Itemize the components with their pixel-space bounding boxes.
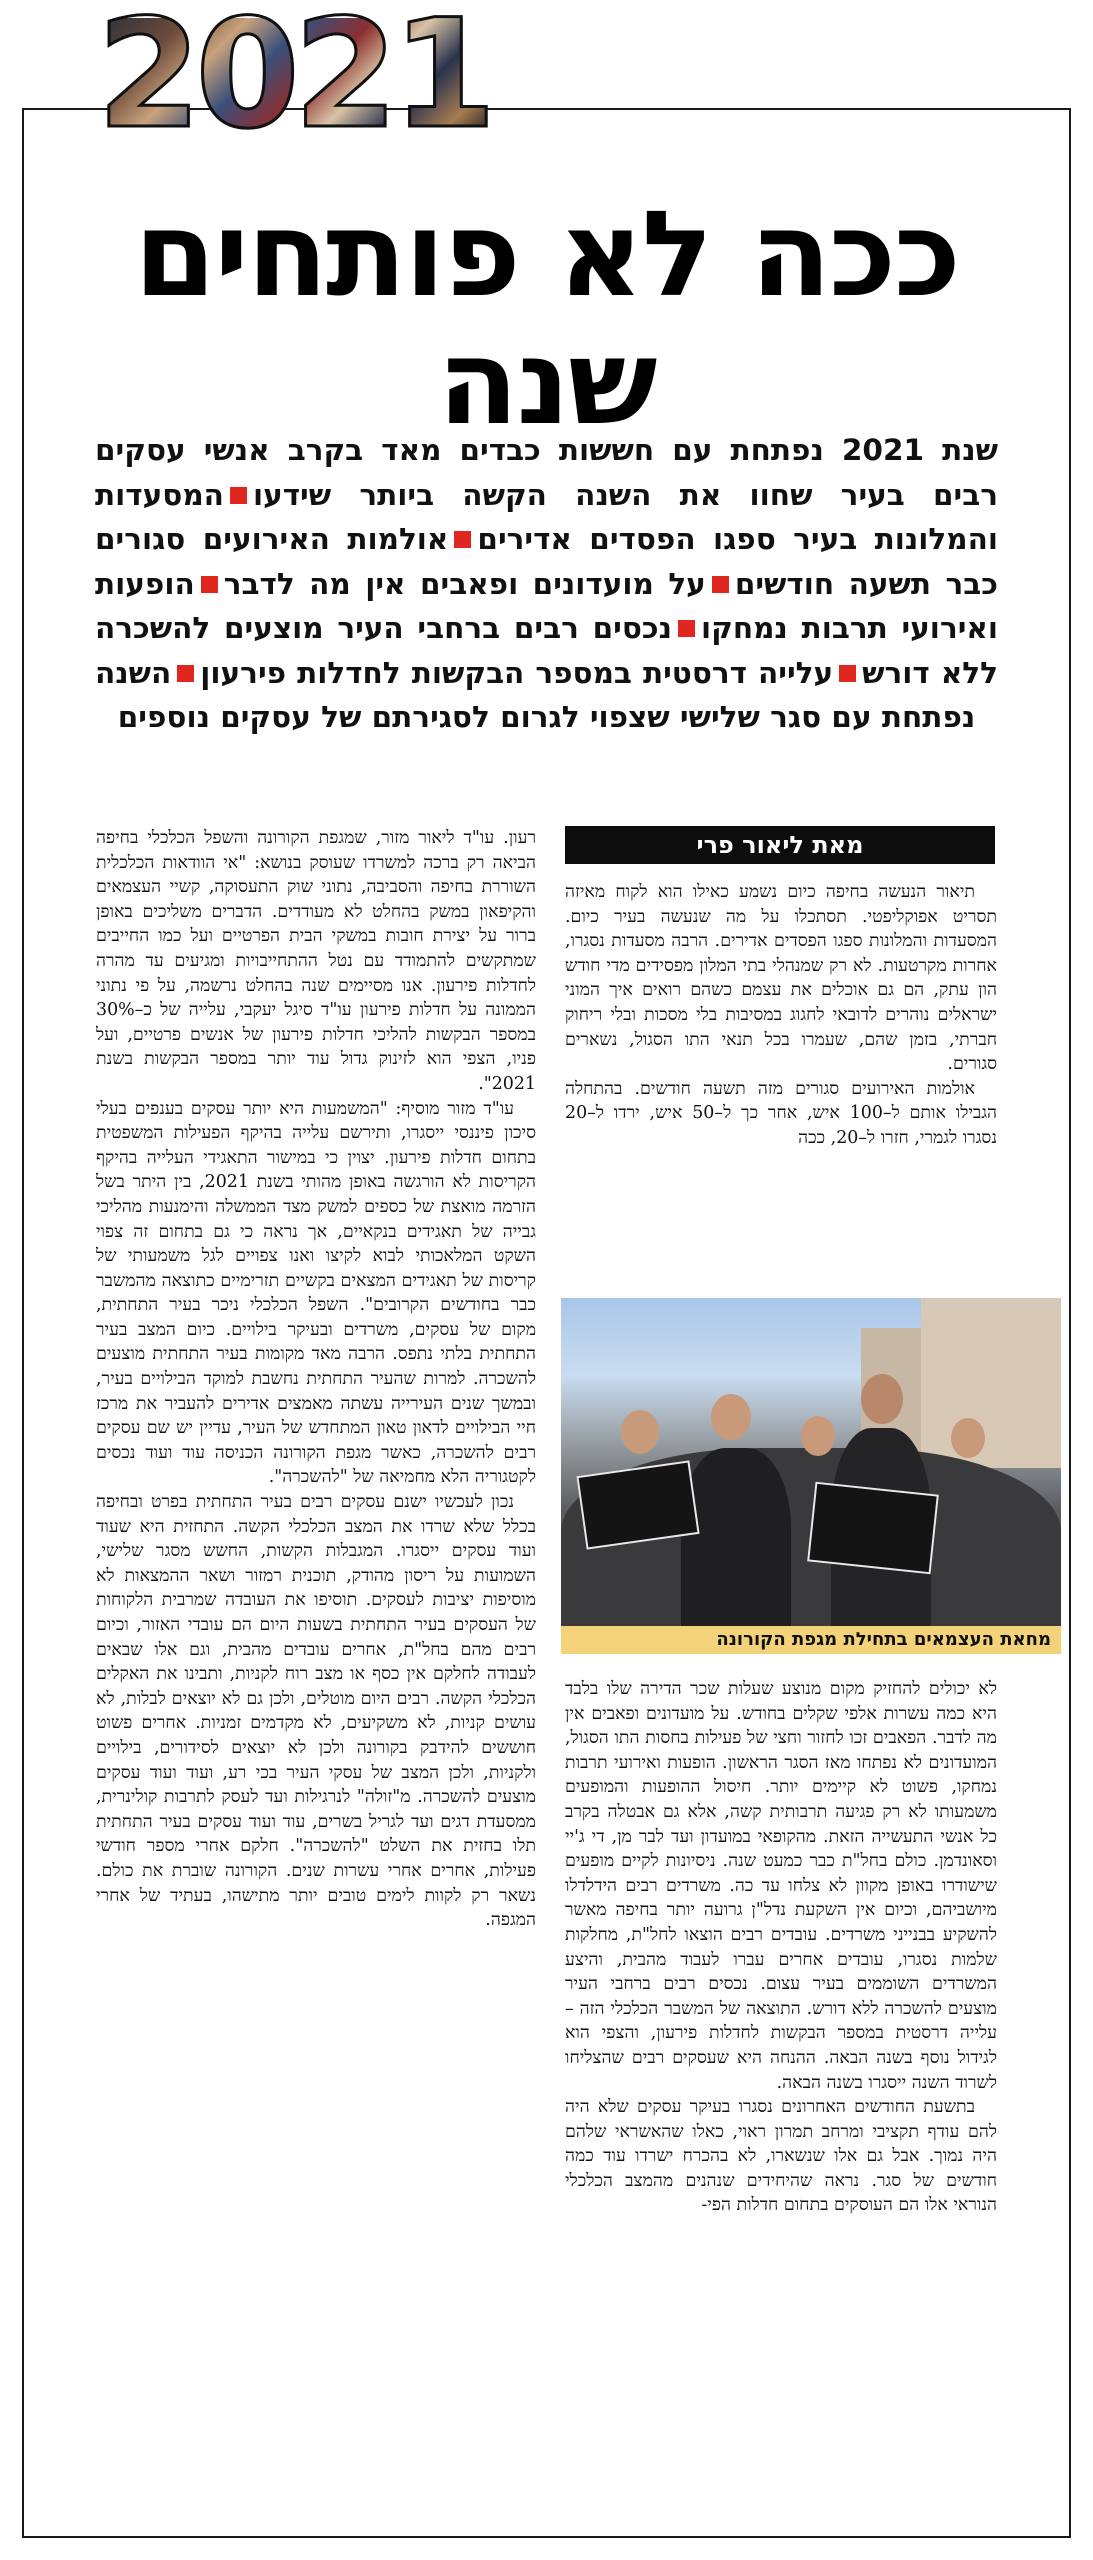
protest-photo <box>561 1298 1061 1650</box>
year-banner <box>95 0 492 162</box>
bullet-square-icon <box>201 576 218 593</box>
photo-person <box>861 1374 903 1424</box>
lead-segment: הופעות ואירועי תרבות נמחקו <box>95 566 998 645</box>
lead-paragraph <box>95 428 998 740</box>
byline: מאת ליאור פרי <box>565 826 995 864</box>
bullet-square-icon <box>454 531 471 548</box>
article-column-right-top <box>565 880 997 1250</box>
paragraph: לא יכולים להחזיק מקום מנוצע שעלות שכר הדירה שלו בלבד היא כמה עשרות אלפי שקלים בחודש. על מועדונים ופאבים אין מה לדבר. הפאבים זכו לחזור וחצי של פעילות בחסות התו הסגול, המועדונים לא נפתחו מאז הסגר הראשון. הופעות ואירועי תרבות נמחקו, פשוט לא קיימים יותר. חיסול ההופעות והמופעים משמעותו לא רק פגיעה תרבותית קשה, אלא גם אבטלה בקרב כל אנשי התעשייה הזאת. מהקופאי במועדון ועד לבר מן, די ג'יי וסאונדמן. כולם בחל"ת כבר כמעט שנה. ניסיונות לקיים מופעים שישודרו באופן מקוון לא צלחו עד כה. משרדים רבים הידלדלו מיושביהם, וכיום אין השקעת נדל"ן גרועה יותר בחיפה מאשר להשקיע בבנייני משרדים. עובדים רבים הוצאו לחל"ת, מחלקות שלמות נסגרו, עובדים אחרים עברו לעבוד מהבית, והיצע המשרדים השוממים בעיר עצום. נכסים רבים ברחבי העיר מוצעים להשכרה ללא דורש. התוצאה של המשבר הכלכלי הזה – עלייה דרסטית במספר הבקשות לחדלות פירעון, והצפי הוא לגידול נוסף בשנה הבאה. ההנחה היא שעסקים רבים שהצליחו לשרוד השנה ייסגרו בשנה הבאה. <box>565 1679 997 2093</box>
bullet-square-icon <box>230 487 247 504</box>
bullet-square-icon <box>839 665 856 682</box>
lead-segment: המסעדות והמלונות בעיר ספגו הפסדים אדירים <box>95 477 998 556</box>
lead-segment: נכסים רבים ברחבי העיר מוצעים להשכרה ללא דורש <box>95 611 998 690</box>
bullet-square-icon <box>712 576 729 593</box>
lead-segment: עלייה דרסטית במספר הבקשות לחדלות פירעון <box>200 655 834 690</box>
paragraph: עו"ד מזור מוסיף: "המשמעות היא יותר עסקים בענפים בעלי סיכון פיננסי ייסגרו, ותירשם עלייה בהיקף הפעילות המשפטית בתחום חדלות פירעון. יצוין כי במישור התאגידי העלייה בהיקף הקריסות לא הורגשה באופן מהותי בשנת 2021, בין היתר בשל הזרמה מואצת של כספים למשק מצד הממשלה והימנעות מהליכי גבייה של תאגידים בנקאיים, אך נראה כי גם בתחום זה צפוי השקט המלאכותי לבוא לקיצו ואנו צפויים לגל משמעותי של קריסות של תאגידים המצאים בקשיים תזרימיים כתוצאה מהמשבר כבר בחודשים הקרובים". השפל הכלכלי ניכר בעיר התחתית, מקום של עסקים, משרדים ובעיקר בילויים. כיום המצב בעיר התחתית בלתי נתפס. הרבה מאד מקומות בעיר התחתית מוצעים להשכרה. למרות שהעיר התחתית נחשבת למוקד הבילויים בעיר, ובמשך שנים העירייה עשתה מאמצים אדירים להעביר את מרכז חיי הבילויים לדאון טאון המתחדש של העיר, עדיין יש שם עסקים רבים להשכרה, כאשר מגפת הקורונה הכניסה עוד ועוד נכסים לקטגוריה הלא מחמיאה של "להשכרה". <box>96 1098 536 1488</box>
bullet-square-icon <box>177 665 194 682</box>
photo-person <box>801 1416 835 1456</box>
photo-person-body <box>681 1448 791 1648</box>
headline: ככה לא פותחים שנה <box>134 185 959 451</box>
photo-caption: מחאת העצמאים בתחילת מגפת הקורונה <box>561 1626 1061 1654</box>
paragraph: נכון לעכשיו ישנם עסקים רבים בעיר התחתית בפרט ובחיפה בכלל שלא שרדו את המצב הכלכלי הקשה. התחזית היא שעוד ועוד עסקים ייסגרו. המגבלות הקשות, החשש מסגר שלישי, השמועות על ריסון מהודק, תוכנית רמזור ושאר ההמצאות לא מוסיפות יציבות לעסקים. תוסיפו את העובדה שמרבית הלקוחות של העסקים בעיר התחתית בשעות היום הם עובדי האזור, וכיום רבים מהם בחל"ת, אחרים עובדים מהבית, וגם אלו שבאים לעבודה לחלקם אין כסף או מצב רוח לקניות, ותבינו את האקלים הכלכלי הקשה. רבים היום מוטלים, ולכן גם לא יוצאים לבלות, לא עושים קניות, לא משקיעים, לא מקדמים זמניות. אחרים פשוט חוששים להידבק בקורונה ולכן לא יוצאים לסידורים, בילויים ולקניות, ולכן המצב של עסקי העיר בכי רע, ועוד ועוד עסקים מוצעים להשכרה. מ"זולה" לנרגילות ועד לעסק לתרבות קולינרית, ממסעדת דגים ועד לגריל בשרים, עוד ועוד עסקים בעיר התחתית תלו בחזית את השלט "להשכרה". חלקם אחרי מספר חודשי פעילות, אחרים אחרי עשרות שנים. הקורונה שוברת את כולם. נשאר רק לקוות לימים טובים יותר מתישהו, בעתיד של אחרי המגפה. <box>96 1492 536 1931</box>
lead-segment: שנת 2021 נפתחת עם חששות כבדים מאד בקרב אנשי עסקים רבים בעיר שחוו את השנה הקשה ביותר שידעו <box>95 433 998 512</box>
article-column-right-bottom <box>565 1677 997 2507</box>
photo-person <box>951 1418 985 1458</box>
lead-segment: על מועדונים ופאבים אין מה לדבר <box>223 566 706 601</box>
photo-person <box>711 1394 751 1440</box>
photo-person <box>621 1410 659 1454</box>
paragraph: אולמות האירועים סגורים מזה תשעה חודשים. בהתחלה הגבילו אותם ל–100 איש, אחר כך ל–50 איש, ירדו ל–20 נסגרו לגמרי, חזרו ל–20, ככה <box>565 1078 997 1148</box>
photo-building <box>921 1298 1061 1468</box>
paragraph: רעון. עו"ד ליאור מזור, שמגפת הקורונה והשפל הכלכלי בחיפה הביאה רק ברכה למשרדו שעוסק בנושא: "אי הוודאות הכלכלית השוררת בחיפה והסביבה, נתוני שוק התעסוקה, קשיי העצמאים והקיפאון במשק בהחלט לא מעודדים. הדברים משליכים באופן ברור על יצירת חובות במשקי הבית הפרטיים ועל כמו החייבים שמתקשים להתמודד עם נטל ההתחייבויות ומגיעים עד מהרה לחדלות פירעון. אנו מסיימים שנה בהחלט נרשמה, על פי נתוני הממונה על חדלות פירעון עו"ד סיגל יעקבי, עלייה של כ–30% במספר הבקשות להליכי חדלות פירעון של אנשים פרטיים, ועל פניו, הצפי הוא לזינוק גדול עוד יותר במספר הבקשות בשנת 2021". <box>96 828 536 1094</box>
protest-sign <box>807 1482 939 1575</box>
bullet-square-icon <box>678 620 695 637</box>
lead-segment: השנה נפתחת עם סגר שלישי שצפוי לגרום לסגירתם של עסקים נוספים <box>95 655 976 734</box>
article-column-left <box>96 826 536 2506</box>
year-text: 2021 <box>97 0 491 162</box>
paragraph: תיאור הנעשה בחיפה כיום נשמע כאילו הוא לקוח מאיזה תסריט אפוקליפטי. תסתכלו על מה שנעשה בעיר כיום. המסעדות והמלונות ספגו הפסדים אדירים. הרבה מסעדות נסגרו, אחרות מקרטעות. לא רק שמנהלי בתי המלון מפסידים מדי חודש הון עתק, הם גם אוכלים את עצמם כשהם רואים איך המוני ישראלים נוהרים לדובאי לחגוג במסיבות בלי מסכות ובלי ריחוק חברתי, בזמן שהם, שעמרו בכל תנאי התו הסגול, נשארים סגורים. <box>565 882 997 1075</box>
protest-sign <box>576 1460 699 1549</box>
lead-segment: אולמות האירועים סגורים כבר תשעה חודשים <box>95 522 998 601</box>
paragraph: בתשעת החודשים האחרונים נסגרו בעיקר עסקים שלא היה להם עודף תקציבי ומרחב תמרון ראוי, כאלו שהאשראי שלהם היה נמוך. אבל גם אלו שנשארו, לא בהכרח ישרדו עוד כמה חודשים של סגר. נראה שהיחידים שנהנים מהמצב הכלכלי הנוראי אלו הם העוסקים בתחום חדלות הפי- <box>565 2097 997 2216</box>
